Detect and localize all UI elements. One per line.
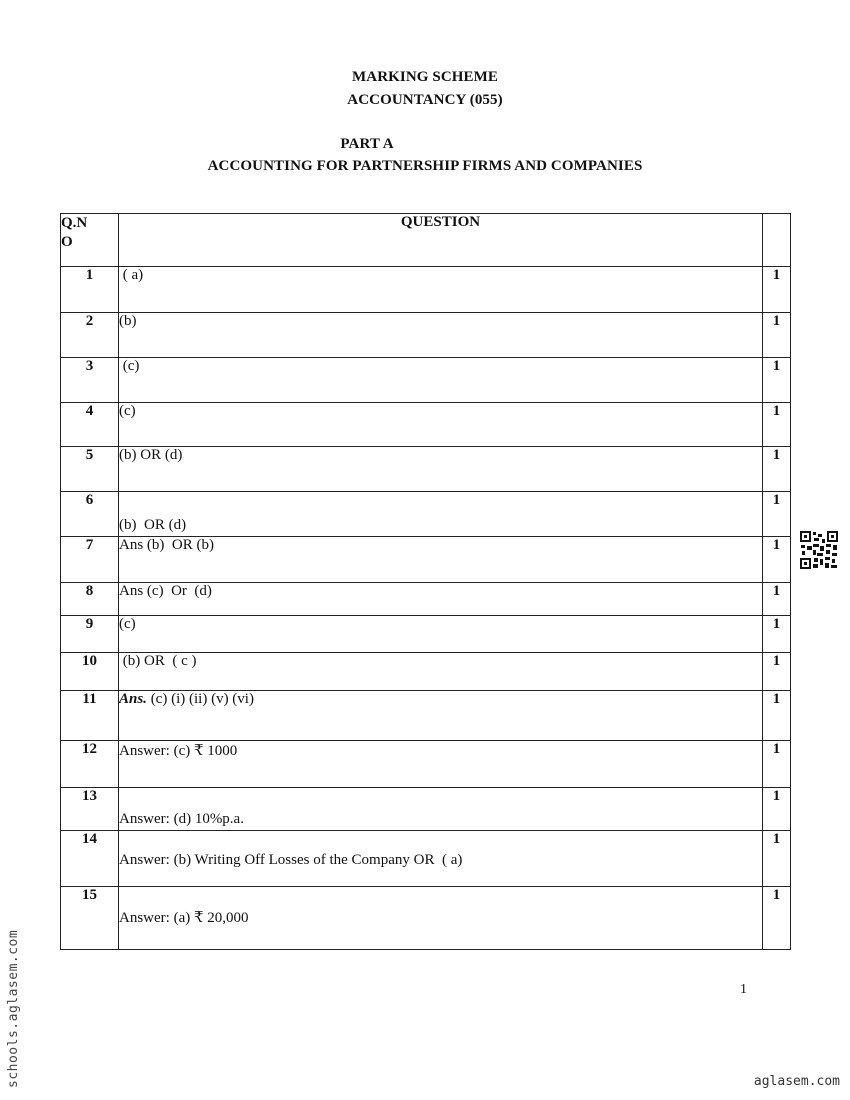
marks-value: 1 [763,887,791,950]
question-number: 4 [61,403,119,447]
table-row [61,358,791,403]
answer-text: (b) OR (d) [119,447,763,492]
qr-code-icon [799,530,839,570]
table-row [61,653,791,691]
marks-value: 1 [763,358,791,403]
answer-text: (b) OR ( c ) [119,653,763,691]
question-number: 11 [61,691,119,741]
marks-value: 1 [763,447,791,492]
table-row [61,831,791,887]
table-row [61,403,791,447]
answer-text: (c) [119,616,763,653]
marks-value: 1 [763,831,791,887]
marks-value: 1 [763,403,791,447]
table-row [61,691,791,741]
answer-text: Answer: (c) ₹ 1000 [119,741,763,788]
answer-text: Answer: (a) ₹ 20,000 [119,887,763,950]
table-header-row [61,214,791,267]
question-number: 7 [61,537,119,583]
header-marks [763,214,791,267]
table-row [61,616,791,653]
answer-text: (c) [119,403,763,447]
title-section: ACCOUNTING FOR PARTNERSHIP FIRMS AND COMPANIES [207,158,643,174]
answer-text: Answer: (d) 10%p.a. [119,788,763,831]
answer-text: Answer: (b) Writing Off Losses of the Company OR ( a) [119,831,763,887]
title-subject: ACCOUNTANCY (055) [347,92,503,108]
page-number: 1 [740,982,747,997]
answer-text: (b) [119,313,763,358]
question-number: 5 [61,447,119,492]
table-row [61,741,791,788]
table-row [61,537,791,583]
answer-text: ( a) [119,267,763,313]
question-number: 2 [61,313,119,358]
answer-body: (c) (i) (ii) (v) (vi) [146,691,254,707]
answer-text: Ans (b) OR (b) [119,537,763,583]
table-row [61,583,791,616]
marks-value: 1 [763,653,791,691]
marking-scheme-table [60,213,791,950]
marks-value: 1 [763,492,791,537]
question-number: 10 [61,653,119,691]
marks-value: 1 [763,267,791,313]
title-part: PART A [340,136,394,152]
question-number: 1 [61,267,119,313]
table-row [61,447,791,492]
question-number: 15 [61,887,119,950]
marks-value: 1 [763,788,791,831]
header-question: QUESTION [119,214,763,267]
side-watermark: schools.aglasem.com [6,929,21,1088]
title-marking-scheme: MARKING SCHEME [352,69,498,85]
question-number: 12 [61,741,119,788]
marks-value: 1 [763,537,791,583]
answer-text: Ans (c) Or (d) [119,583,763,616]
answer-text: (b) OR (d) [119,492,763,537]
question-number: 8 [61,583,119,616]
table-row [61,267,791,313]
marks-value: 1 [763,313,791,358]
question-number: 3 [61,358,119,403]
table-row [61,492,791,537]
question-number: 13 [61,788,119,831]
marks-value: 1 [763,583,791,616]
answer-text [119,691,763,741]
question-number: 14 [61,831,119,887]
table-row [61,788,791,831]
question-number: 9 [61,616,119,653]
answer-text: (c) [119,358,763,403]
marks-value: 1 [763,616,791,653]
marks-value: 1 [763,691,791,741]
question-number: 6 [61,492,119,537]
header-qno-label: Q.N O [61,215,88,250]
table-row [61,313,791,358]
footer-watermark: aglasem.com [753,1074,840,1089]
table-row [61,887,791,950]
header-qno [61,214,119,267]
marks-value: 1 [763,741,791,788]
answer-prefix: Ans. [119,691,147,707]
